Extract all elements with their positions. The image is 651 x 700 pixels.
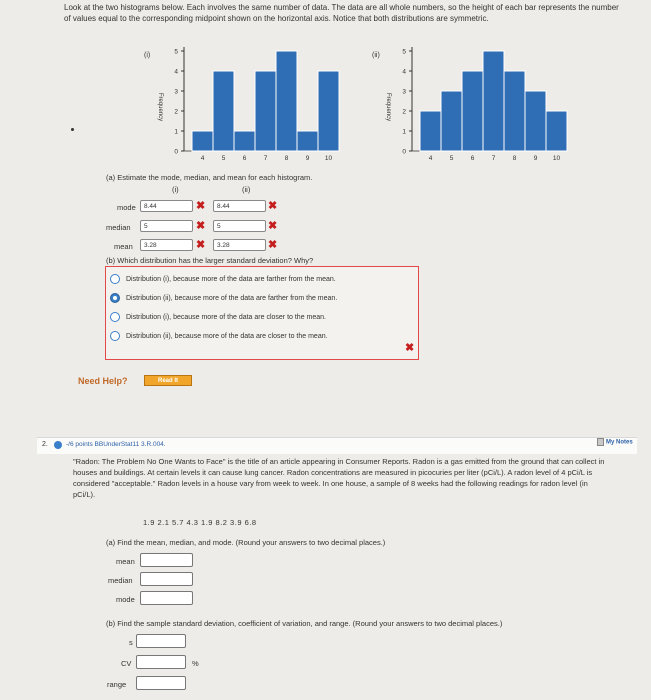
x-tick-label: 6 (242, 155, 247, 162)
mode-i-input[interactable]: 8.44 (140, 200, 193, 212)
bar-9 (297, 131, 318, 151)
option-1-label: Distribution (i), because more of the data are farther from the mean. (126, 275, 336, 283)
q2-cv-unit: % (192, 659, 199, 668)
histogram-ii (368, 45, 583, 165)
bar-10 (318, 71, 339, 151)
q2-mean-input[interactable] (140, 553, 193, 567)
q2-mean-label: mean (116, 557, 135, 566)
x-tick-label: 9 (305, 155, 310, 162)
y-tick-label: 4 (174, 68, 178, 76)
radio-option-1[interactable] (110, 274, 120, 284)
q2-median-label: median (108, 576, 133, 585)
y-axis-label: Frequency (385, 92, 391, 122)
q2-mode-label: mode (116, 595, 135, 604)
need-help-label: Need Help? (78, 376, 128, 386)
option-3[interactable] (110, 312, 326, 322)
y-tick-label: 2 (174, 108, 178, 116)
radio-option-2-selected[interactable] (110, 293, 120, 303)
question-2-number: 2. (42, 441, 48, 448)
x-tick-label: 4 (428, 155, 433, 162)
median-ii-wrong-icon: ✖ (268, 220, 278, 232)
x-tick-label: 10 (324, 155, 333, 162)
my-notes-label: My Notes (606, 439, 633, 446)
bar-9 (525, 91, 546, 151)
part-a-question: (a) Estimate the mode, median, and mean for each histogram. (106, 173, 313, 182)
radio-option-3[interactable] (110, 312, 120, 322)
panel-label: (i) (144, 52, 151, 59)
x-tick-label: 10 (552, 155, 561, 162)
mean-i-wrong-icon: ✖ (196, 239, 206, 251)
q2-range-input[interactable] (136, 676, 186, 690)
mode-i-wrong-icon: ✖ (196, 200, 206, 212)
bar-10 (546, 111, 567, 151)
bar-5 (213, 71, 234, 151)
x-tick-label: 4 (200, 155, 205, 162)
x-tick-label: 5 (221, 155, 226, 162)
q2-cv-input[interactable] (136, 655, 186, 669)
x-tick-label: 5 (449, 155, 454, 162)
bar-8 (504, 71, 525, 151)
q2-part-b-question: (b) Find the sample standard deviation, coefficient of variation, and range. (Round your answers to two decimal places.) (106, 619, 503, 628)
question-2-status-icon (54, 441, 62, 449)
q2-part-a-question: (a) Find the mean, median, and mode. (Round your answers to two decimal places.) (106, 538, 386, 547)
option-3-label: Distribution (i), because more of the data are closer to the mean. (126, 313, 326, 321)
notes-icon (597, 438, 604, 446)
mode-label: mode (117, 203, 136, 212)
mode-ii-wrong-icon: ✖ (268, 200, 278, 212)
histogram-i (140, 45, 355, 165)
option-4-label: Distribution (ii), because more of the data are closer to the mean. (126, 332, 328, 340)
x-tick-label: 7 (491, 155, 496, 162)
median-i-wrong-icon: ✖ (196, 220, 206, 232)
q2-range-label: range (107, 680, 127, 689)
q2-s-label: s (129, 638, 133, 647)
y-tick-label: 1 (174, 128, 178, 136)
question-2-text: "Radon: The Problem No One Wants to Face" is the title of an article appearing in Consumer Reports. Radon is a gas emitted from the ground that can collect in houses and buildings. At certain levels it can cause lung cancer. Radon concentrations are measured in picocuries per liter (pCi/L). A radon level of 4 pCi/L is considered "acceptable." Radon levels in a house vary from week to week. In one house, a sample of 8 weeks had the following readings for radon level (in pCi/L). (73, 457, 605, 499)
bar-7 (255, 71, 276, 151)
part-b-question: (b) Which distribution has the larger standard deviation? Why? (106, 256, 314, 265)
q2-mode-input[interactable] (140, 591, 193, 605)
bar-8 (276, 51, 297, 151)
bar-6 (234, 131, 255, 151)
bar-4 (192, 131, 213, 151)
y-tick-label: 2 (402, 108, 406, 116)
x-tick-label: 7 (263, 155, 268, 162)
y-tick-label: 0 (174, 148, 178, 156)
bar-5 (441, 91, 462, 151)
q2-cv-label: CV (121, 659, 132, 668)
mean-ii-input[interactable]: 3.28 (213, 239, 266, 251)
my-notes-button[interactable] (597, 438, 637, 450)
y-tick-label: 0 (402, 148, 406, 156)
option-2[interactable] (110, 293, 337, 303)
column-header-i: (i) (172, 185, 179, 194)
y-tick-label: 5 (174, 48, 178, 56)
mean-ii-wrong-icon: ✖ (268, 239, 278, 251)
y-tick-label: 4 (402, 68, 406, 76)
option-4[interactable] (110, 331, 328, 341)
question-2-points: -/6 points BBUnderStat11 3.R.004. (66, 441, 166, 448)
part-b-options-box (105, 266, 419, 360)
y-tick-label: 5 (402, 48, 406, 56)
intro-text: Look at the two histograms below. Each involves the same number of data. The data are all whole numbers, so the height of each bar represents the number of values equal to the corresponding midpoint shown on the horizontal axis. Notice that both distributions are symmetric. (64, 3, 619, 23)
bullet-dot (71, 128, 74, 131)
mean-i-input[interactable]: 3.28 (140, 239, 193, 251)
radio-option-4[interactable] (110, 331, 120, 341)
part-b-wrong-icon: ✖ (405, 342, 415, 354)
bar-6 (462, 71, 483, 151)
median-ii-input[interactable]: 5 (213, 220, 266, 232)
mode-ii-input[interactable]: 8.44 (213, 200, 266, 212)
option-1[interactable] (110, 274, 336, 284)
bar-7 (483, 51, 504, 151)
column-header-ii: (ii) (242, 185, 251, 194)
y-tick-label: 3 (402, 88, 406, 96)
y-axis-label: Frequency (157, 92, 163, 122)
panel-label: (ii) (372, 52, 380, 59)
x-tick-label: 9 (533, 155, 538, 162)
median-label: median (106, 223, 131, 232)
q2-median-input[interactable] (140, 572, 193, 586)
x-tick-label: 6 (470, 155, 475, 162)
radon-data-values: 1.9 2.1 5.7 4.3 1.9 8.2 3.9 6.8 (143, 518, 257, 527)
median-i-input[interactable]: 5 (140, 220, 193, 232)
x-tick-label: 8 (512, 155, 517, 162)
x-tick-label: 8 (284, 155, 289, 162)
bar-4 (420, 111, 441, 151)
y-tick-label: 1 (402, 128, 406, 136)
mean-label: mean (114, 242, 133, 251)
option-2-label: Distribution (ii), because more of the data are farther from the mean. (126, 294, 338, 302)
y-tick-label: 3 (174, 88, 178, 96)
q2-s-input[interactable] (136, 634, 186, 648)
read-it-button[interactable]: Read It (144, 375, 192, 386)
